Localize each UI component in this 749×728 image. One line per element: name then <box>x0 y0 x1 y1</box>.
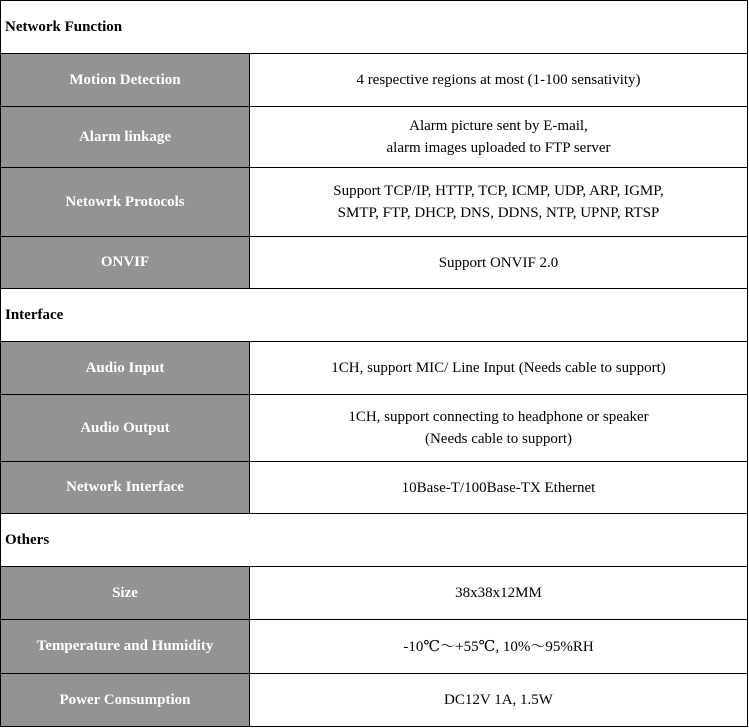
table-divider <box>0 167 748 168</box>
section-header-others <box>0 514 748 566</box>
spec-value-line: 10Base-T/100Base-TX Ethernet <box>401 479 596 496</box>
spec-row-temperature-humidity <box>0 620 748 673</box>
spec-value-line: Support TCP/IP, HTTP, TCP, ICMP, UDP, ARP, IGMP, <box>333 183 664 199</box>
table-divider <box>0 566 748 567</box>
table-divider <box>0 673 748 674</box>
spec-label: Alarm linkage <box>0 107 250 167</box>
spec-value <box>250 54 748 106</box>
table-divider <box>0 236 748 237</box>
spec-label: ONVIF <box>0 237 250 288</box>
spec-row-alarm-linkage <box>0 107 748 167</box>
spec-value <box>250 342 748 394</box>
section-title: Others <box>5 531 50 548</box>
spec-row-motion-detection <box>0 54 748 106</box>
spec-value-line: SMTP, FTP, DHCP, DNS, DDNS, NTP, UPNP, RTSP <box>337 205 660 221</box>
spec-row-network-interface <box>0 462 748 513</box>
table-divider <box>0 0 748 1</box>
table-divider <box>0 288 748 289</box>
section-header-network-function <box>0 1 748 53</box>
table-divider <box>0 726 748 727</box>
section-title: Interface <box>5 306 64 323</box>
spec-label: Power Consumption <box>0 674 250 726</box>
spec-row-audio-output <box>0 395 748 461</box>
spec-value <box>250 567 748 619</box>
spec-row-network-protocols <box>0 168 748 236</box>
table-divider <box>0 53 748 54</box>
spec-label: Temperature and Humidity <box>0 620 250 673</box>
spec-label: Network Interface <box>0 462 250 513</box>
section-title: Network Function <box>5 18 123 35</box>
spec-label: Motion Detection <box>0 54 250 106</box>
spec-label: Netowrk Protocols <box>0 168 250 236</box>
spec-row-audio-input <box>0 342 748 394</box>
table-divider <box>0 461 748 462</box>
section-header-interface <box>0 289 748 341</box>
table-divider <box>0 341 748 342</box>
spec-value-line: 1CH, support MIC/ Line Input (Needs cable to support) <box>331 360 666 376</box>
spec-value <box>250 462 748 513</box>
table-divider <box>0 394 748 395</box>
spec-value-line: -10℃～+55℃, 10%～95%RH <box>403 638 594 655</box>
spec-value-line: Support ONVIF 2.0 <box>438 254 559 271</box>
spec-value <box>250 620 748 673</box>
spec-label: Size <box>0 567 250 619</box>
spec-label: Audio Input <box>0 342 250 394</box>
spec-value <box>250 107 748 167</box>
spec-row-size <box>0 567 748 619</box>
spec-label: Audio Output <box>0 395 250 461</box>
table-divider <box>0 619 748 620</box>
spec-value-line: (Needs cable to support) <box>424 431 573 447</box>
spec-value <box>250 395 748 461</box>
spec-value-line: Alarm picture sent by E-mail, <box>409 118 588 134</box>
spec-value-line: alarm images uploaded to FTP server <box>386 140 611 156</box>
spec-row-onvif <box>0 237 748 288</box>
spec-value-line: 4 respective regions at most (1-100 sensativity) <box>356 72 641 88</box>
table-divider <box>0 106 748 107</box>
spec-value-line: 1CH, support connecting to headphone or speaker <box>348 409 649 425</box>
spec-value <box>250 674 748 726</box>
spec-value <box>250 168 748 236</box>
spec-value <box>250 237 748 288</box>
spec-row-power-consumption <box>0 674 748 726</box>
spec-value-line: DC12V 1A, 1.5W <box>444 692 553 708</box>
spec-value-line: 38x38x12MM <box>455 585 542 601</box>
table-divider <box>0 513 748 514</box>
